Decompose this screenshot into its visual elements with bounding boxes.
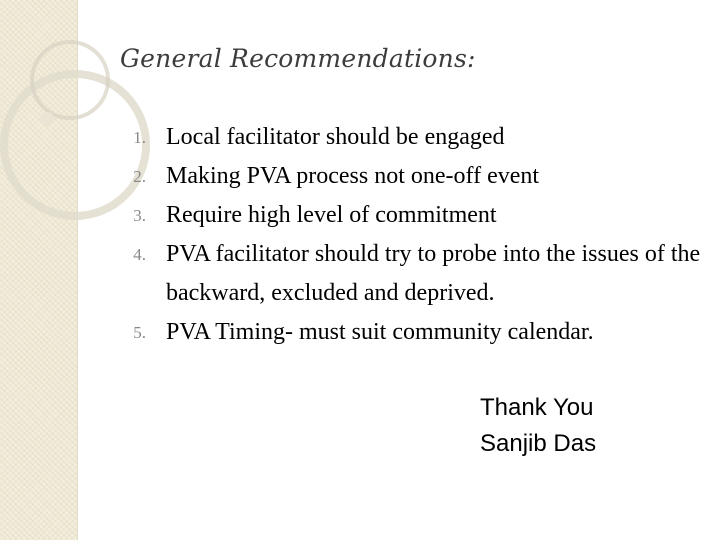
decorative-dot [40,112,54,126]
list-item-text: PVA facilitator should try to probe into the issues of the backward, excluded and deprived. [166,241,701,306]
list-item-text: Making PVA process not one-off event [166,163,540,189]
list-item [133,157,706,196]
closing-block [480,390,596,462]
author-name: Sanjib Das [480,430,597,457]
list-item-text: Local facilitator should be engaged [166,124,505,150]
list-item-text: PVA Timing- must suit community calendar. [166,319,594,345]
thank-you-text: Thank You [480,394,594,421]
list-item-number: 4. [133,245,146,264]
recommendations-list [133,118,706,352]
list-item-number: 5. [133,323,146,342]
list-item [133,118,706,157]
list-item [133,235,706,313]
slide-title: General Recommendations: [120,44,476,73]
list-item [133,196,706,235]
list-item-number: 3. [133,206,146,225]
list-item [133,313,706,352]
decorative-ring-small [30,40,110,120]
list-item-number: 1. [133,128,146,147]
list-item-text: Require high level of commitment [166,202,497,228]
list-item-number: 2. [133,167,146,186]
